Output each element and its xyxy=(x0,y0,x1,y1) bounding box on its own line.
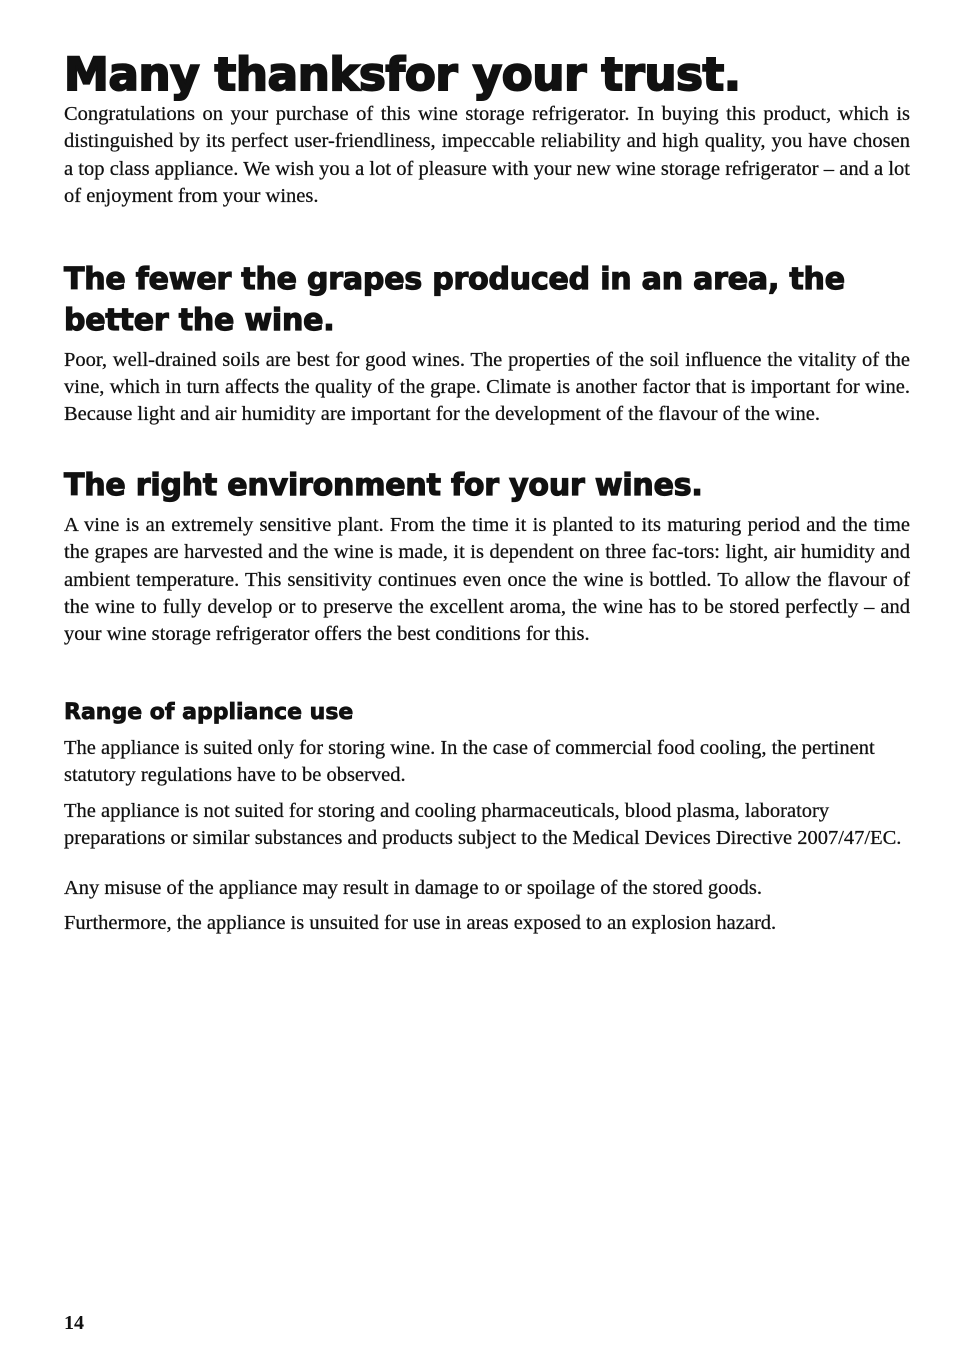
section-grapes-body: Poor, well-drained soils are best for good wines. The properties of the soil influence the vitality of the vine, which in turn affects the quality of the grape. Climate is another factor that is important for wine. Because light and air humidity are important for the development of the flavour of the wine. xyxy=(64,348,910,426)
section-grapes-heading: The fewer the grapes produced in an area, the better the wine. xyxy=(64,261,845,338)
section-environment-body: A vine is an extremely sensitive plant. From the time it is planted to its maturing period and the time the grapes are harvested and the wine is made, it is dependent on three fac-tors: light, air humidity and ambient temperature. This sensitivity continues even once the wine is bottled. To allow the flavour of the wine to fully develop or to preserve the excellent aroma, the wine has to be stored perfectly – and your wine storage refrigerator offers the best conditions for this. xyxy=(64,513,910,646)
section-range-paragraph-2: The appliance is not suited for storing and cooling pharmaceuticals, blood plasma, laboratory preparations or similar substances and products subject to the Medical Devices Directive 2007/47/EC. xyxy=(64,799,902,850)
page-number: 14 xyxy=(64,1312,84,1334)
section-range-heading: Range of appliance use xyxy=(64,699,354,725)
section-range-paragraph-3: Any misuse of the appliance may result in damage to or spoilage of the stored goods. xyxy=(64,876,762,899)
section-grapes xyxy=(64,259,910,429)
intro-paragraph: Congratulations on your purchase of this wine storage refrigerator. In buying this product, which is distinguished by its perfect user-friendliness, impeccable reliability and high quality, you have chosen a top class appliance. We wish you a lot of pleasure with your new wine storage refrigerator – and a lot of enjoyment from your wines. xyxy=(64,103,910,208)
section-range xyxy=(64,699,910,937)
section-environment-heading: The right environment for your wines. xyxy=(64,467,703,503)
page-content xyxy=(64,48,910,937)
section-range-paragraph-4: Furthermore, the appliance is unsuited for use in areas exposed to an explosion hazard. xyxy=(64,911,777,934)
section-environment xyxy=(64,465,910,649)
page-title: Many thanksfor your trust. xyxy=(64,48,741,101)
section-range-paragraph-1: The appliance is suited only for storing wine. In the case of commercial food cooling, the pertinent statutory regulations have to be observed. xyxy=(64,736,875,787)
